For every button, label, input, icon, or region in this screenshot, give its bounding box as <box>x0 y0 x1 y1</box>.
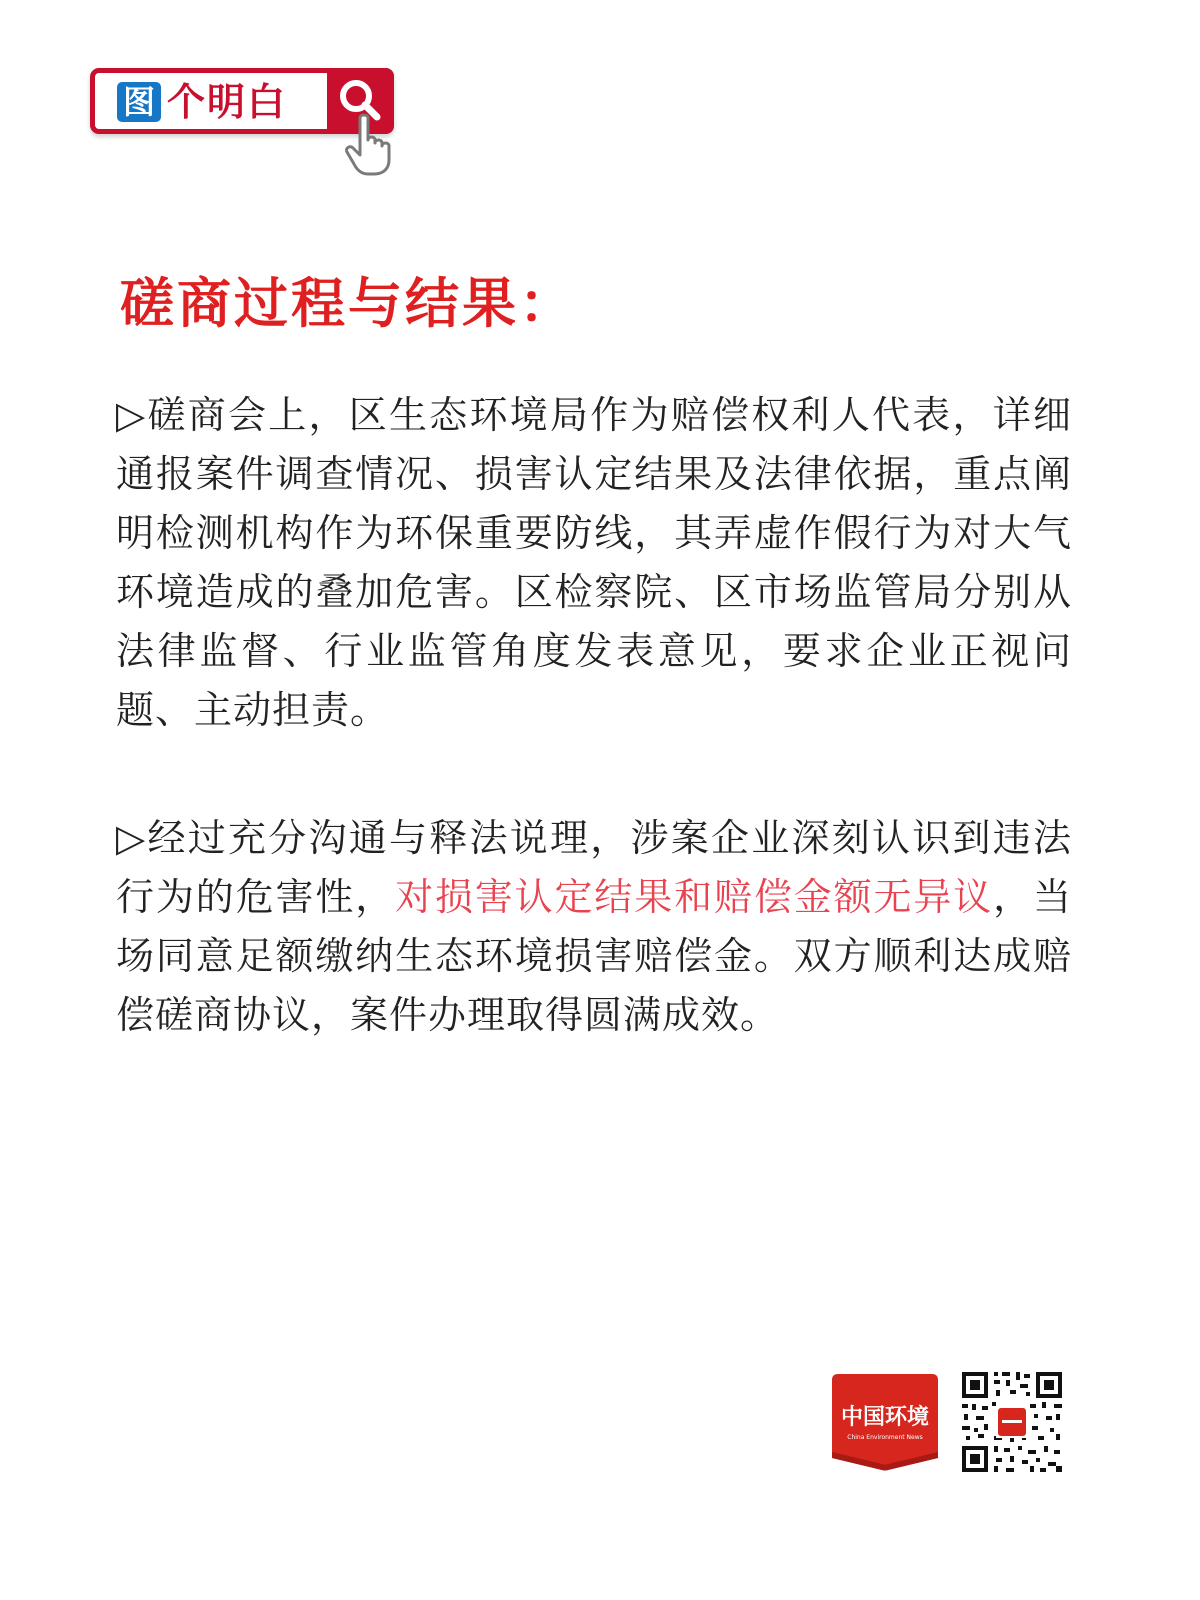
brand-subtitle: China Environment News <box>847 1434 923 1441</box>
paragraph-text-before: 经过充分沟通与释法说理，涉案企业深刻认识到违法行为的危害性， <box>116 816 1072 919</box>
qr-code-icon <box>960 1370 1064 1474</box>
paragraph-consultation <box>116 386 1072 740</box>
china-environment-logo <box>830 1372 940 1472</box>
paragraph-text-after: ，当场同意足额缴纳生态环境损害赔偿金。双方顺利达成赔偿磋商协议，案件办理取得圆满成效。 <box>116 875 1072 1037</box>
triangle-marker: ▷ <box>116 393 148 437</box>
logo-tu-character: 图 <box>117 82 161 122</box>
hand-pointer-icon <box>342 112 404 178</box>
brand-name: 中国环境 <box>840 1404 929 1430</box>
highlighted-text: 对损害认定结果和赔偿金额无异议 <box>395 875 994 919</box>
paragraph-text: 磋商会上，区生态环境局作为赔偿权利人代表，详细通报案件调查情况、损害认定结果及法律依据，重点阐明检测机构作为环保重要防线，其弄虚作假行为对大气环境造成的叠加危害。区检察院、区市场监管局分别从法律监督、行业监管角度发表意见，要求企业正视问题、主动担责。 <box>116 393 1072 732</box>
triangle-marker: ▷ <box>116 816 148 860</box>
paragraph-result <box>116 809 1072 1045</box>
section-heading: 磋商过程与结果： <box>120 272 576 335</box>
logo-title-text: 个明白 <box>167 80 288 124</box>
